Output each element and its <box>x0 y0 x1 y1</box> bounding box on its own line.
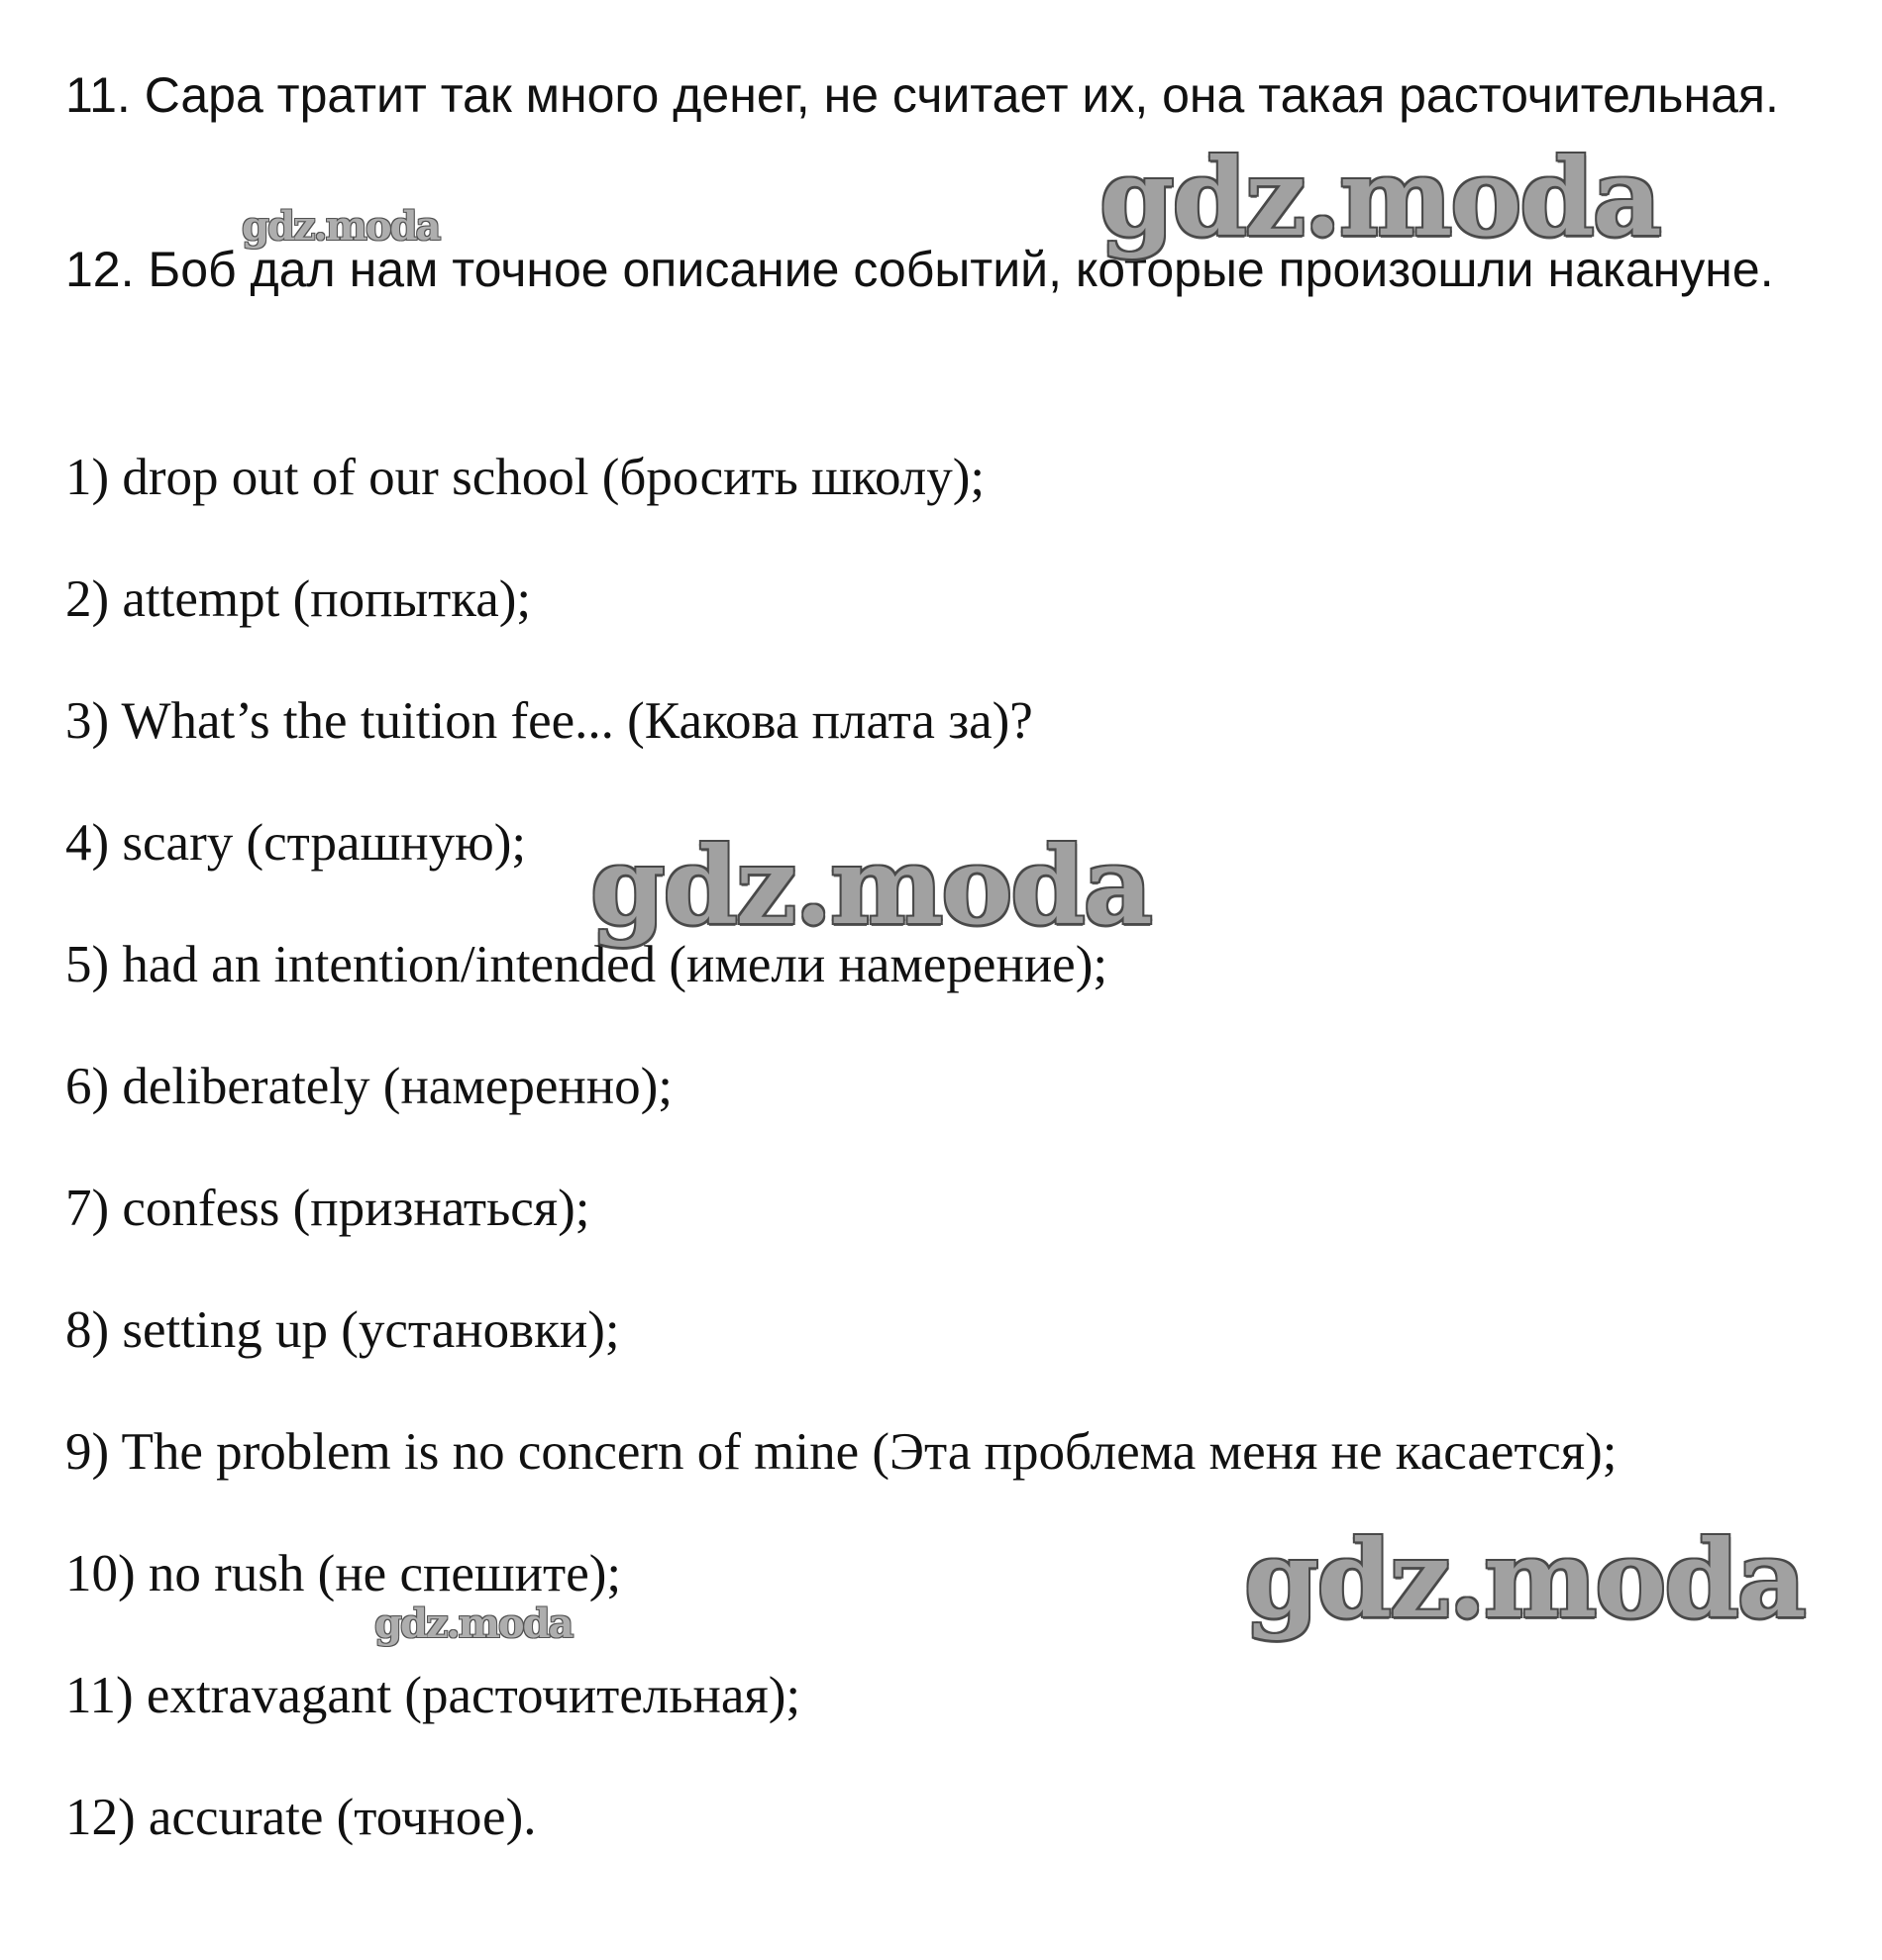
answer-item-7: 7) confess (признаться); <box>65 1180 590 1237</box>
answer-item-6: 6) deliberately (намеренно); <box>65 1058 674 1115</box>
answer-item-11: 11) extravagant (расточительная); <box>65 1667 801 1724</box>
watermark-logo: gdz.moda <box>590 824 1151 949</box>
answer-item-2: 2) attempt (попытка); <box>65 570 532 628</box>
answer-item-3: 3) What’s the tuition fee... (Какова плата за)? <box>65 692 1033 750</box>
answer-item-9: 9) The problem is no concern of mine (Эта проблема меня не касается); <box>65 1423 1618 1481</box>
answer-item-10: 10) no rush (не спешите); <box>65 1545 622 1602</box>
watermark-logo-small: gdz.moda <box>242 203 440 250</box>
answer-item-8: 8) setting up (установки); <box>65 1301 620 1359</box>
answer-item-5: 5) had an intention/intended (имели намерение); <box>65 936 1108 993</box>
answer-item-1: 1) drop out of our school (бросить школу); <box>65 449 986 506</box>
watermark-logo: gdz.moda <box>1099 136 1660 260</box>
sentence-11: 11. Сара тратит так много денег, не считает их, она такая расточительная. <box>65 67 1779 123</box>
answer-item-12: 12) accurate (точное). <box>65 1789 537 1846</box>
watermark-logo: gdz.moda <box>1244 1517 1805 1642</box>
answer-item-4: 4) scary (страшную); <box>65 814 527 872</box>
watermark-logo-small: gdz.moda <box>374 1600 573 1647</box>
sentence-12: 12. Боб дал нам точное описание событий, которые произошли накануне. <box>65 242 1774 297</box>
